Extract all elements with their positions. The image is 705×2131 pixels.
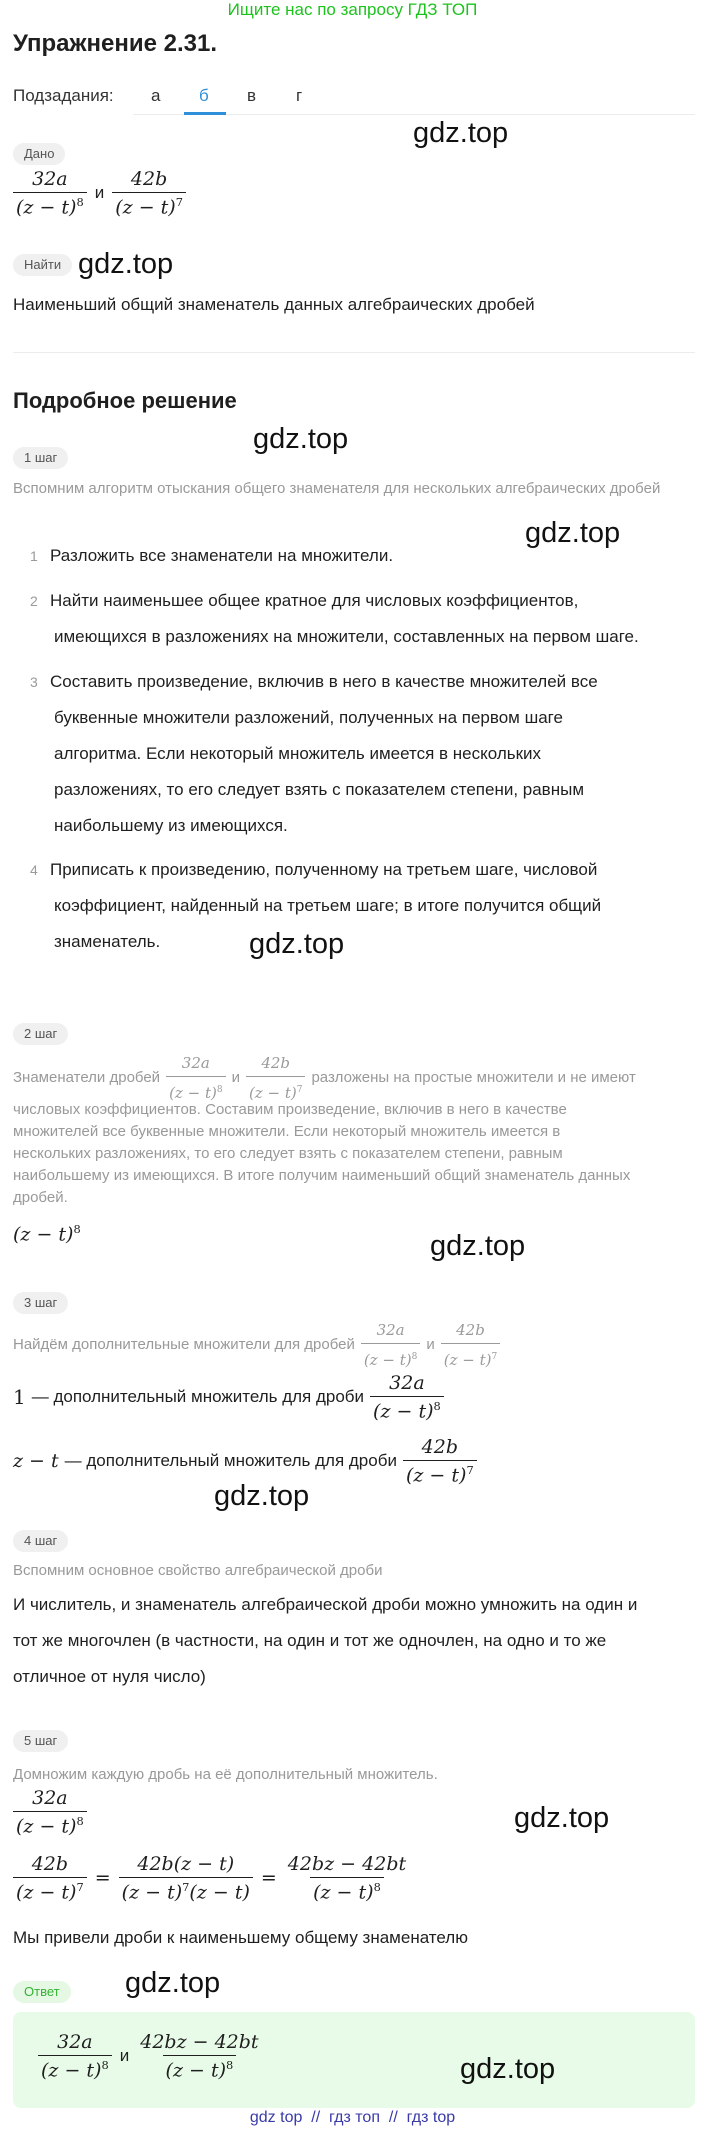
hint-fraction-2: [246, 1052, 305, 1104]
answer-connector: и: [119, 2046, 130, 2066]
list-item: Найти наименьшее общее кратное для числовых коэффициентов,: [50, 591, 579, 610]
tab-b[interactable]: б: [199, 86, 209, 105]
step5-conclusion: Мы привели дроби к наименьшему общему знаменателю: [13, 1928, 468, 1947]
given-fraction-2: [112, 168, 186, 218]
section-divider: [13, 352, 695, 353]
fraction-denominator: (z − t): [405, 1464, 467, 1487]
given-connector: и: [94, 183, 105, 203]
fraction-exponent: 8: [101, 2058, 109, 2072]
equals-sign: =: [94, 1867, 111, 1890]
step3-line-1: [13, 1372, 444, 1422]
step5-fraction-1: [13, 1787, 87, 1837]
hint-connector: и: [426, 1336, 435, 1353]
fraction-numerator: 42bz − 42bt: [287, 1853, 407, 1875]
watermark: gdz.top: [430, 1230, 526, 1262]
fraction-denominator: (z − t): [16, 1815, 77, 1838]
tab-g[interactable]: г: [296, 86, 303, 105]
fraction-denominator: (z − t): [165, 2059, 227, 2082]
watermark: gdz.top: [525, 517, 621, 549]
list-item: знаменатель.: [54, 932, 161, 951]
top-search-link[interactable]: Ищите нас по запросу ГДЗ ТОП: [227, 0, 478, 19]
subtasks-label: Подзадания:: [13, 86, 114, 105]
equation-fraction-middle: [119, 1853, 253, 1903]
equation-fraction-original: [13, 1853, 87, 1903]
list-item-number: 4: [30, 862, 38, 878]
fraction-numerator: 32a: [32, 168, 68, 190]
step3-line-text: — дополнительный множитель для дроби: [64, 1451, 397, 1471]
footer-links[interactable]: gdz top // гдз топ // гдз top: [249, 2109, 456, 2126]
list-item: Приписать к произведению, полученному на третьем шаге, числовой: [50, 860, 598, 879]
fraction-denominator: (z − t): [16, 1881, 77, 1904]
fraction-numerator: 32a: [181, 1054, 210, 1072]
hint-connector: и: [231, 1069, 240, 1086]
solution-heading: Подробное решение: [13, 388, 237, 413]
watermark: gdz.top: [214, 1480, 310, 1512]
fraction-numerator: 42b: [130, 168, 168, 190]
step3-fraction-2: [403, 1436, 477, 1486]
fraction-exponent: 7: [175, 195, 183, 209]
given-fractions: [13, 168, 186, 218]
step3-hint-row: [13, 1319, 500, 1371]
step4-text-line: отличное от нуля число): [13, 1667, 206, 1686]
fraction-exponent: 8: [433, 1399, 441, 1413]
step4-text-line: тот же многочлен (в частности, на один и тот же одночлен, на одно и то же: [13, 1631, 607, 1650]
step1-hint: Вспомним алгоритм отыскания общего знаменателя для нескольких алгебраических дробей: [13, 480, 661, 497]
fraction-exponent: 7: [296, 1085, 303, 1095]
hint-fraction-2: [441, 1319, 500, 1371]
fraction-denominator: (z − t): [16, 196, 77, 219]
step2-hint-line: числовых коэффициентов. Составим произведение, включив в него в качестве: [13, 1101, 567, 1118]
step3-hint: Найдём дополнительные множители для дробей: [13, 1336, 355, 1353]
given-fraction-1: [13, 168, 87, 218]
active-tab-indicator: [184, 112, 226, 115]
fraction-numerator: 32a: [32, 1787, 68, 1809]
fraction-numerator: 42b: [421, 1436, 458, 1458]
step2-hint-start: Знаменатели дробей: [13, 1069, 161, 1086]
step1-badge: 1 шаг: [13, 447, 68, 469]
find-text: Наименьший общий знаменатель данных алгебраических дробей: [13, 295, 535, 314]
additional-factor: z − t: [13, 1450, 59, 1473]
step5-badge: 5 шаг: [13, 1730, 68, 1752]
fraction-numerator: 42b: [456, 1321, 485, 1339]
hint-fraction-1: [361, 1319, 420, 1371]
step3-badge: 3 шаг: [13, 1292, 68, 1314]
list-item: коэффициент, найденный на третьем шаге; в итоге получится общий: [54, 896, 602, 915]
find-badge: Найти: [13, 254, 72, 276]
list-item-number: 3: [30, 674, 38, 690]
fraction-numerator: 32a: [57, 2031, 93, 2053]
step2-hint-row: [13, 1052, 636, 1104]
fraction-denominator: (z − t): [121, 1881, 183, 1904]
step2-hint-after: разложены на простые множители и не имеют: [311, 1069, 636, 1086]
result-expression: (z − t): [13, 1223, 74, 1246]
step2-hint-line: наибольшему из имеющихся. В итоге получим наименьший общий знаменатель данных: [13, 1167, 631, 1184]
step2-badge: 2 шаг: [13, 1023, 68, 1045]
watermark: gdz.top: [78, 248, 174, 280]
fraction-exponent: 8: [216, 1085, 223, 1095]
fraction-numerator: 32a: [376, 1321, 405, 1339]
result-exponent: 8: [73, 1222, 81, 1236]
step2-hint-line: нескольких разложениях, то его следует взять с показателем степени, равным: [13, 1145, 563, 1162]
tab-a[interactable]: а: [151, 86, 161, 105]
fraction-exponent: 8: [76, 195, 84, 209]
fraction-exponent: 8: [226, 2058, 234, 2072]
fraction-exponent: 8: [76, 1814, 84, 1828]
list-item-number: 1: [30, 548, 38, 564]
step5-equation: [13, 1853, 409, 1903]
list-item: наибольшему из имеющихся.: [54, 816, 288, 835]
step2-result: [13, 1222, 81, 1245]
fraction-denominator: (z − t): [169, 1084, 217, 1102]
step3-line-text: — дополнительный множитель для дроби: [31, 1387, 365, 1407]
fraction-denominator: (z − t): [248, 1084, 297, 1102]
step4-text-line: И числитель, и знаменатель алгебраической дроби можно умножить на один и: [13, 1595, 638, 1614]
answer-fraction-1: [38, 2031, 112, 2081]
list-item: Составить произведение, включив в него в качестве множителей все: [50, 672, 598, 691]
fraction-exponent: 7: [76, 1880, 84, 1894]
step2-hint-line: множителей все буквенные множители. Если некоторый множитель имеется в: [13, 1123, 561, 1140]
fraction-denominator-tail: (z − t): [189, 1881, 250, 1904]
fraction-denominator: (z − t): [41, 2059, 102, 2082]
equals-sign: =: [260, 1867, 277, 1890]
step3-line-2: [13, 1436, 477, 1486]
fraction-numerator: 42bz − 42bt: [140, 2031, 259, 2053]
watermark: gdz.top: [249, 928, 345, 960]
fraction-exponent: 8: [411, 1352, 418, 1362]
fraction-numerator: 42b: [31, 1853, 69, 1875]
additional-factor: 1: [13, 1385, 26, 1410]
fraction-exponent: 7: [491, 1352, 498, 1362]
step4-badge: 4 шаг: [13, 1530, 68, 1552]
fraction-numerator: 32a: [389, 1372, 425, 1394]
watermark: gdz.top: [460, 2053, 556, 2085]
fraction-exponent: 7: [182, 1880, 190, 1894]
watermark: gdz.top: [253, 423, 349, 455]
fraction-exponent: 7: [466, 1463, 474, 1477]
fraction-numerator: 42b: [261, 1054, 291, 1072]
fraction-denominator: (z − t): [115, 196, 176, 219]
fraction-exponent: 8: [373, 1880, 381, 1894]
equation-fraction-result: [285, 1853, 409, 1903]
watermark: gdz.top: [413, 117, 509, 149]
fraction-denominator: (z − t): [443, 1351, 492, 1369]
fraction-denominator: (z − t): [363, 1351, 412, 1369]
step4-hint: Вспомним основное свойство алгебраической дроби: [13, 1562, 383, 1579]
answer-fraction-2: [137, 2031, 261, 2081]
step2-hint-line: дробей.: [13, 1189, 68, 1206]
answer-badge: Ответ: [13, 1981, 71, 2003]
answer-fractions: [38, 2031, 262, 2081]
tab-v[interactable]: в: [247, 86, 257, 105]
step5-hint: Домножим каждую дробь на её дополнительный множитель.: [13, 1766, 438, 1783]
given-badge: Дано: [13, 143, 65, 165]
list-item: разложениях, то его следует взять с показателем степени, равным: [54, 780, 585, 799]
list-item: имеющихся в разложениях на множители, составленных на первом шаге.: [54, 627, 639, 646]
fraction-denominator: (z − t): [373, 1400, 434, 1423]
list-item: буквенные множители разложений, полученных на первом шаге: [54, 708, 563, 727]
hint-fraction-1: [166, 1052, 225, 1104]
list-item-number: 2: [30, 593, 38, 609]
fraction-numerator: 42b(z − t): [137, 1853, 235, 1875]
fraction-denominator: (z − t): [313, 1881, 374, 1904]
watermark: gdz.top: [125, 1967, 221, 1999]
watermark: gdz.top: [514, 1802, 610, 1834]
step3-fraction-1: [370, 1372, 444, 1422]
list-item: Разложить все знаменатели на множители.: [50, 546, 394, 565]
list-item: алгоритма. Если некоторый множитель имеется в нескольких: [54, 744, 542, 763]
page-title: Упражнение 2.31.: [13, 30, 218, 57]
